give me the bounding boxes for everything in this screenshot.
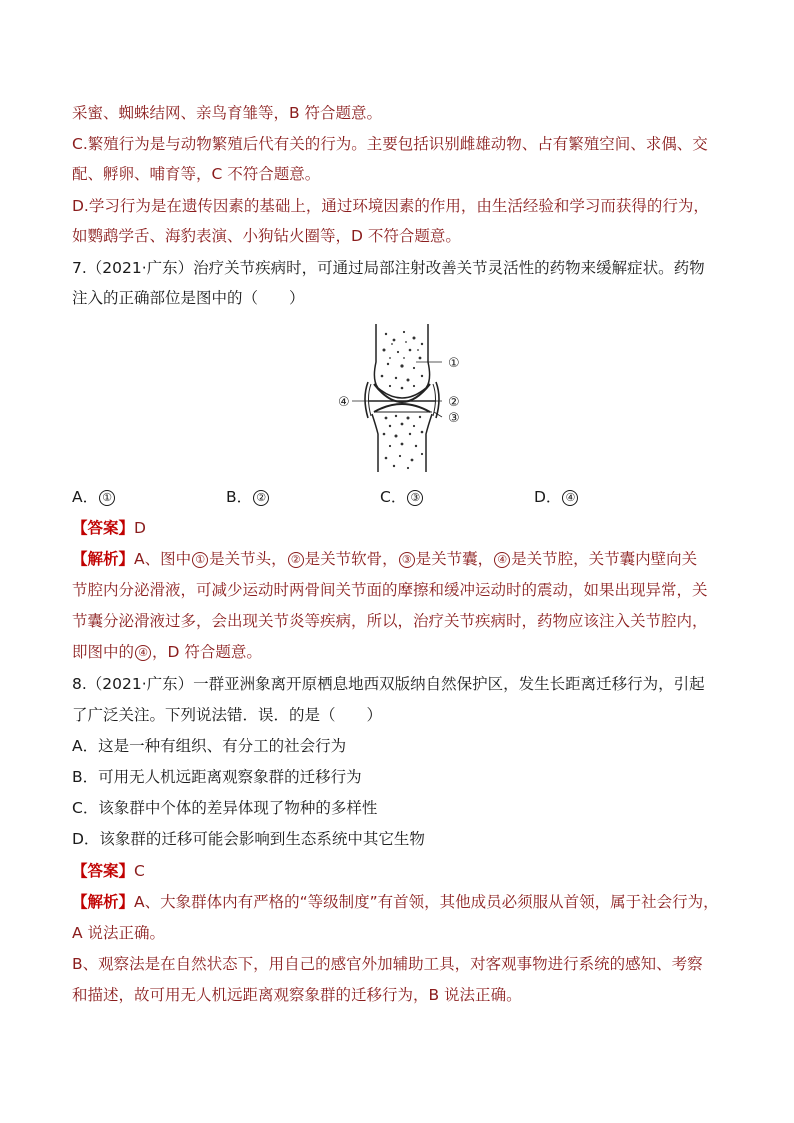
analysis-text: A、大象群体内有严格的“等级制度”有首领，其他成员必须服从首领，属于社会行为，	[134, 893, 719, 911]
mark-4: ④	[494, 552, 510, 568]
analysis-text: ，D 符合题意。	[152, 643, 262, 661]
joint-diagram	[338, 322, 466, 474]
question-8-stem-cont: 了广泛关注。下列说法错．误．的是（ ）	[72, 706, 383, 724]
question-8-analysis	[72, 892, 732, 912]
option-d-explanation-cont: 如鹦鹉学舌、海豹表演、小狗钻火圈等，D 不符合题意。	[72, 227, 461, 245]
label-4: ④	[338, 395, 350, 410]
label-1: ①	[448, 356, 460, 371]
analysis-text: 是关节头，	[209, 550, 287, 568]
prev-text-line: 采蜜、蜘蛛结网、亲鸟育雏等，B 符合题意。	[72, 104, 383, 122]
option-c-explanation: C.繁殖行为是与动物繁殖后代有关的行为。主要包括识别雌雄动物、占有繁殖空间、求偶、交	[72, 135, 708, 153]
answer-value: D	[134, 519, 146, 537]
option-b-letter: B．	[226, 488, 253, 506]
analysis-text: 即图中的	[72, 643, 135, 661]
analysis-tag: 【解析】	[72, 550, 135, 568]
question-7-stem: 7.（2021·广东）治疗关节疾病时，可通过局部注射改善关节灵活性的药物来缓解症状。药物	[72, 259, 705, 277]
option-b	[226, 487, 270, 507]
question-8-analysis-cont: B、观察法是在自然状态下，用自己的感官外加辅助工具，对客观事物进行系统的感知、考察	[72, 955, 703, 973]
question-7-stem-cont: 注入的正确部位是图中的（ ）	[72, 289, 305, 307]
question-7-answer	[72, 518, 732, 538]
question-7-analysis-cont: 节囊分泌滑液过多，会出现关节炎等疾病，所以，治疗关节疾病时，药物应该注入关节腔内，	[72, 612, 708, 630]
joint-diagram-svg	[338, 322, 466, 474]
question-8-option-d: D．该象群的迁移可能会影响到生态系统中其它生物	[72, 830, 425, 848]
question-8-analysis-cont: 和描述，故可用无人机远距离观察象群的迁移行为，B 说法正确。	[72, 986, 522, 1004]
option-a	[72, 487, 116, 507]
question-8-stem: 8.（2021·广东）一群亚洲象离开原栖息地西双版纳自然保护区，发生长距离迁移行为，引起	[72, 675, 705, 693]
mark-2: ②	[288, 552, 304, 568]
question-8-option-b: B．可用无人机远距离观察象群的迁移行为	[72, 768, 362, 786]
option-c-mark: ③	[407, 490, 423, 506]
mark-4: ④	[135, 645, 151, 661]
option-b-mark: ②	[253, 490, 269, 506]
option-c	[380, 487, 424, 507]
answer-tag: 【答案】	[72, 519, 135, 537]
question-8-analysis-cont: A 说法正确。	[72, 924, 166, 942]
analysis-text: A、图中	[134, 550, 192, 568]
option-a-mark: ①	[99, 490, 115, 506]
answer-tag: 【答案】	[72, 862, 135, 880]
question-7-analysis-cont	[72, 642, 732, 662]
label-3: ③	[448, 411, 460, 426]
analysis-text: 是关节腔，关节囊内壁向关	[511, 550, 698, 568]
question-8-answer	[72, 861, 732, 881]
option-d	[534, 487, 579, 507]
option-c-letter: C．	[380, 488, 407, 506]
question-7-analysis-cont: 节腔内分泌滑液，可减少运动时两骨间关节面的摩擦和缓冲运动时的震动，如果出现异常，关	[72, 581, 708, 599]
analysis-text: 是关节软骨，	[304, 550, 398, 568]
answer-value: C	[134, 862, 145, 880]
option-c-explanation-cont: 配、孵卵、哺育等，C 不符合题意。	[72, 165, 321, 183]
label-2: ②	[448, 395, 460, 410]
question-8-option-c: C．该象群中个体的差异体现了物种的多样性	[72, 799, 378, 817]
option-d-letter: D．	[534, 488, 562, 506]
analysis-tag: 【解析】	[72, 893, 135, 911]
question-7-analysis	[72, 549, 732, 569]
analysis-text: 是关节囊，	[415, 550, 494, 568]
question-8-option-a: A．这是一种有组织、有分工的社会行为	[72, 737, 347, 755]
option-d-explanation: D.学习行为是在遗传因素的基础上，通过环境因素的作用，由生活经验和学习而获得的行为，	[72, 197, 709, 215]
option-a-letter: A．	[72, 488, 99, 506]
mark-1: ①	[192, 552, 208, 568]
mark-3: ③	[399, 552, 415, 568]
option-d-mark: ④	[562, 490, 578, 506]
